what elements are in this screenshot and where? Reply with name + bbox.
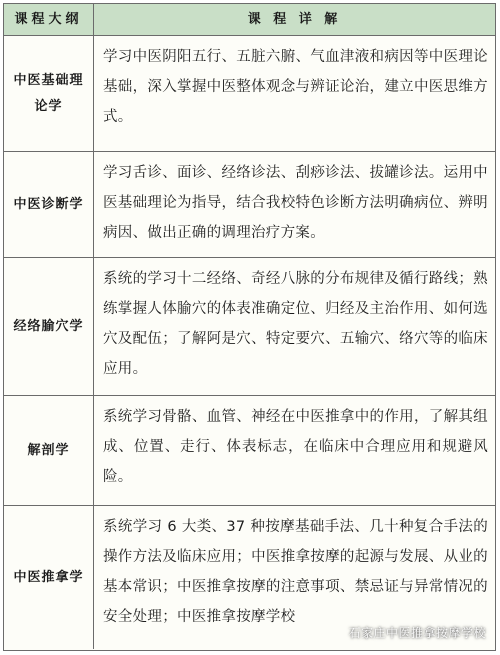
table-row [4,36,495,152]
course-name: 中医诊断学 [4,152,94,257]
course-name: 中医推拿学 [4,506,94,649]
watermark-text: 石家庄中医推拿按摩学校 [348,626,486,640]
table-row [4,258,495,396]
course-description: 学习舌诊、面诊、经络诊法、刮痧诊法、拔罐诊法。运用中医基础理论为指导，结合我校特色诊断方法明确病位、辨明病因、做出正确的调理治疗方案。 [103,165,488,241]
course-name: 解剖学 [4,396,94,505]
table-header [4,4,495,36]
course-name: 中医基础理论学 [4,36,94,151]
course-description: 系统学习 6 大类、37 种按摩基础手法、几十种复合手法的操作方法及临床应用；中医推拿按摩的起源与发展、从业的基本常识；中医推拿按摩的注意事项、禁忌证与异常情况的安全处理；中医推拿按摩学校 [103,519,488,625]
course-description: 学习中医阴阳五行、五脏六腑、气血津液和病因等中医理论基础，深入掌握中医整体观念与辨证论治，建立中医思维方式。 [103,49,488,125]
course-description: 系统的学习十二经络、奇经八脉的分布规律及循行路线；熟练掌握人体腧穴的体表准确定位、归经及主治作用、如何选穴及配伍；了解阿是穴、特定要穴、五输穴、络穴等的临床应用。 [103,271,488,377]
course-table [3,3,496,651]
table-row [4,152,495,258]
course-name: 经络腧穴学 [4,258,94,395]
table-row [4,396,495,506]
course-description: 系统学习骨骼、血管、神经在中医推拿中的作用，了解其组成、位置、走行、体表标志，在临床中合理应用和规避风险。 [103,409,488,485]
header-course-outline: 课程大纲 [4,4,94,35]
header-course-detail: 课 程 详 解 [94,4,495,35]
